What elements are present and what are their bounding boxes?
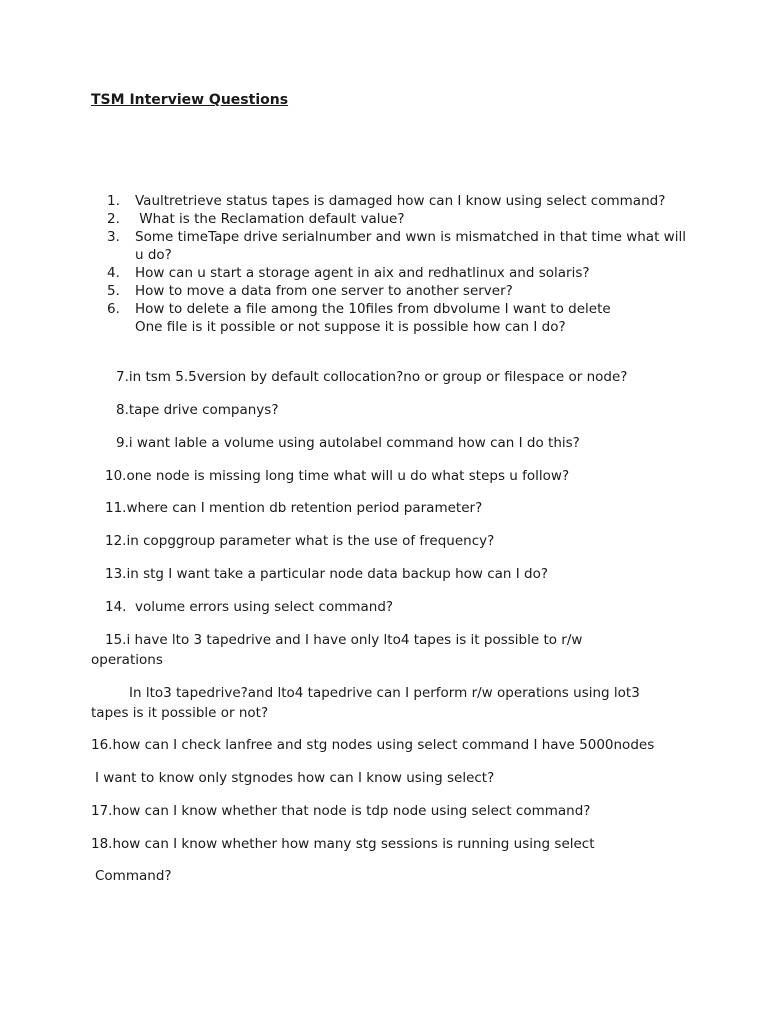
list-text: Some timeTape drive serialnumber and wwn is mismatched in that time what will u do?	[135, 229, 686, 263]
list-item	[107, 228, 687, 264]
question-paragraph: 18.how can I know whether how many stg sessions is running using select	[91, 836, 595, 852]
question-paragraph: 14. volume errors using select command?	[105, 599, 394, 615]
question-paragraph: 10.one node is missing long time what will u do what steps u follow?	[105, 468, 570, 484]
question-paragraph: 7.in tsm 5.5version by default collocation?no or group or filespace or node?	[116, 369, 628, 385]
list-text: How to delete a file among the 10files from dbvolume I want to delete One file is it possible or not suppose it is possible how can I do?	[135, 301, 611, 335]
question-paragraph: 15.i have lto 3 tapedrive and I have only lto4 tapes is it possible to r/w operations	[91, 632, 583, 668]
list-text: How can u start a storage agent in aix and redhatlinux and solaris?	[135, 265, 590, 281]
question-paragraph: In lto3 tapedrive?and lto4 tapedrive can I perform r/w operations using lot3 tapes is it possible or not?	[91, 685, 640, 721]
list-item	[107, 264, 687, 282]
question-paragraph: 12.in copggroup parameter what is the use of frequency?	[105, 533, 495, 549]
list-number: 2.	[107, 211, 120, 227]
question-paragraph: 17.how can I know whether that node is tdp node using select command?	[91, 803, 591, 819]
list-number: 4.	[107, 265, 120, 281]
list-item	[107, 192, 687, 210]
numbered-question-list	[107, 192, 687, 336]
list-number: 3.	[107, 229, 120, 245]
question-paragraph: I want to know only stgnodes how can I know using select?	[95, 770, 495, 786]
question-paragraph: 11.where can I mention db retention period parameter?	[105, 500, 483, 516]
list-item	[107, 282, 687, 300]
question-paragraph: 8.tape drive companys?	[116, 402, 279, 418]
list-text: Vaultretrieve status tapes is damaged how can I know using select command?	[135, 193, 666, 209]
question-paragraph: 9.i want lable a volume using autolabel command how can I do this?	[116, 435, 580, 451]
question-paragraph: 13.in stg I want take a particular node data backup how can I do?	[105, 566, 549, 582]
list-number: 6.	[107, 301, 120, 317]
list-item	[107, 300, 687, 336]
list-number: 5.	[107, 283, 120, 299]
page-title: TSM Interview Questions	[91, 92, 289, 108]
list-text: What is the Reclamation default value?	[135, 211, 405, 227]
question-paragraph: 16.how can I check lanfree and stg nodes using select command I have 5000nodes	[91, 737, 655, 753]
list-item	[107, 210, 687, 228]
list-text: How to move a data from one server to another server?	[135, 283, 513, 299]
question-paragraph: Command?	[95, 868, 172, 884]
list-number: 1.	[107, 193, 120, 209]
